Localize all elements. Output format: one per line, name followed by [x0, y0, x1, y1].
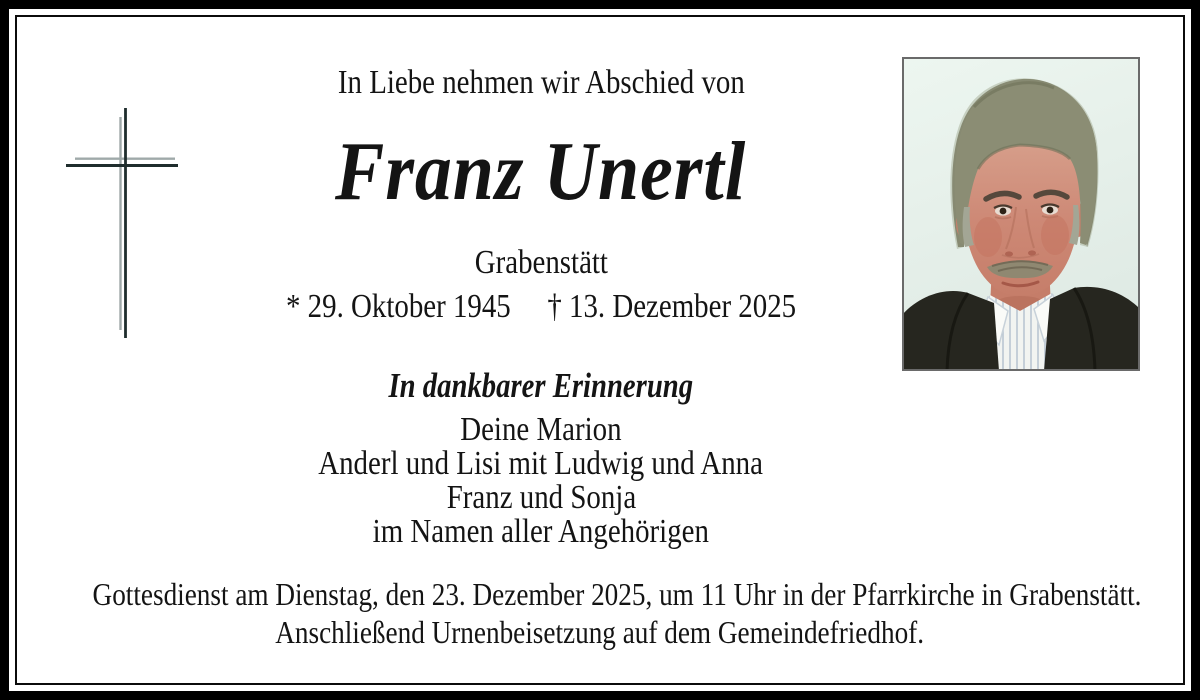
- remembrance-heading-text: In dankbarer Erinnerung: [388, 366, 694, 405]
- birth-date: * 29. Oktober 1945: [285, 288, 511, 325]
- mourner-line: im Namen aller Angehörigen: [372, 513, 710, 550]
- life-dates-line: [0, 290, 1082, 324]
- intro-text: In Liebe nehmen wir Abschied von: [337, 64, 745, 101]
- mourner-line: Franz und Sonja: [446, 479, 636, 516]
- death-date: † 13. Dezember 2025: [547, 288, 797, 325]
- service-info-line-2: Anschließend Urnenbeisetzung auf dem Gemeindefriedhof.: [275, 614, 925, 650]
- mourner-line: Deine Marion: [460, 411, 622, 448]
- remembrance-heading: [0, 368, 1082, 403]
- intro-line: [0, 66, 1082, 100]
- residence-line: [0, 246, 1082, 280]
- deceased-name: [0, 125, 1082, 218]
- mourner-line: Anderl und Lisi mit Ludwig und Anna: [318, 445, 764, 482]
- deceased-name-text: Franz Unertl: [335, 125, 747, 218]
- mourners-list: [0, 413, 1082, 549]
- residence-text: Grabenstätt: [474, 244, 608, 281]
- service-info-line-1: Gottesdienst am Dienstag, den 23. Dezember 2025, um 11 Uhr in der Pfarrkirche in Grabenstätt.: [92, 576, 1142, 612]
